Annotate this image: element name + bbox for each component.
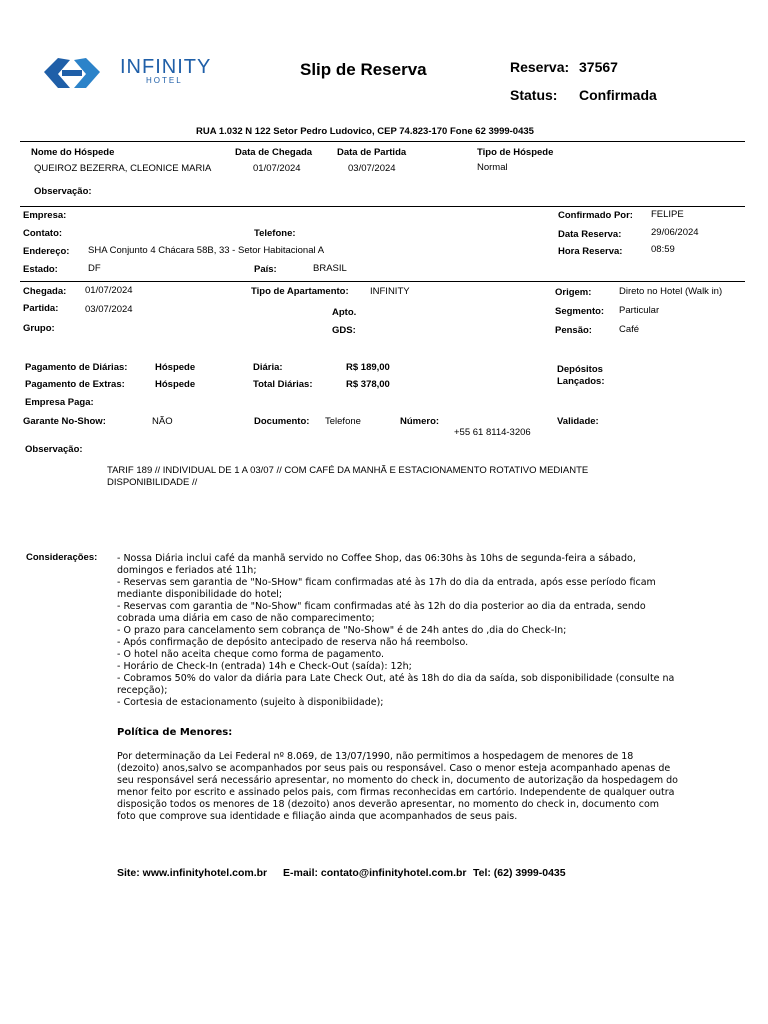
observacao-label: Observação: [25,444,83,455]
consideracao-line: recepção); [117,685,168,696]
total-diarias-label: Total Diárias: [253,379,313,390]
departure-date-label: Data de Partida [337,147,407,158]
pais-label: País: [254,264,277,275]
origem-value: Direto no Hotel (Walk in) [619,286,723,297]
consideracoes-list [117,553,742,709]
documento-value: Telefone [325,416,361,427]
status-value: Confirmada [579,87,657,103]
observacao-line: DISPONIBILIDADE // [107,477,198,488]
apto-label: Apto. [332,307,357,318]
divider [20,281,745,282]
telefone-label: Telefone: [254,228,296,239]
hotel-address: RUA 1.032 N 122 Setor Pedro Ludovico, CEP 74.823-170 Fone 62 3999-0435 [196,126,534,137]
endereco-value: SHA Conjunto 4 Chácara 58B, 33 - Setor Habitacional A [88,245,325,256]
consideracao-line: - Após confirmação de depósito antecipado de reserva não há reembolso. [117,637,469,648]
depositos-label: Depósitos [557,364,603,375]
guest-name-label: Nome do Hóspede [31,147,115,158]
consideracao-line: cobrada uma diária em caso de não comparecimento; [117,613,375,624]
infinity-logo-icon [36,52,112,94]
page-title: Slip de Reserva [300,60,427,79]
garante-no-show-value: NÃO [152,416,173,427]
consideracao-line: - Cobramos 50% do valor da diária para Late Check Out, até às 18h do dia da saída, sob disponibilidade (consulte na [117,673,675,684]
estado-label: Estado: [23,264,58,275]
consideracao-line: domingos e feriados até 11h; [117,565,257,576]
logo-subtext: HOTEL [146,76,183,85]
pagamento-extras-label: Pagamento de Extras: [25,379,125,390]
grupo-label: Grupo: [23,323,55,334]
guest-type-value: Normal [477,162,508,173]
consideracao-line: - Cortesia de estacionamento (sujeito à disponibiidade); [117,697,384,708]
gds-label: GDS: [332,325,356,336]
contato-label: Contato: [23,228,63,239]
empresa-label: Empresa: [23,210,67,221]
confirmado-por-value: FELIPE [651,209,684,220]
pagamento-diarias-value: Hóspede [155,362,196,373]
politica-line: Por determinação da Lei Federal nº 8.069, de 13/07/1990, não permitimos a hospedagem de menores de 18 [117,751,634,762]
empresa-paga-label: Empresa Paga: [25,397,94,408]
guest-observation-label: Observação: [34,186,92,197]
guest-name-value: QUEIROZ BEZERRA, CLEONICE MARIA [34,163,212,174]
tipo-apartamento-value: INFINITY [370,286,410,297]
estado-value: DF [88,263,101,274]
hora-reserva-label: Hora Reserva: [558,246,623,257]
tipo-apartamento-label: Tipo de Apartamento: [251,286,349,297]
confirmado-por-label: Confirmado Por: [558,210,633,221]
politica-line: menor feito por escrito e assinado pelos pais, com firmas reconhecidas em cartório. Independente de qualquer outra [117,787,675,798]
footer-site: Site: www.infinityhotel.com.br [117,867,268,879]
consideracao-line: - O hotel não aceita cheque como forma de pagamento. [117,649,385,660]
divider [20,141,745,142]
garante-no-show-label: Garante No-Show: [23,416,106,427]
validade-label: Validade: [557,416,599,427]
arrival-date-value: 01/07/2024 [253,163,301,174]
footer-tel: Tel: (62) 3999-0435 [473,867,566,879]
endereco-label: Endereço: [23,246,70,257]
observacao-line: TARIF 189 // INDIVIDUAL DE 1 A 03/07 // COM CAFÉ DA MANHÃ E ESTACIONAMENTO ROTATIVO MEDIANTE [107,465,589,476]
data-reserva-label: Data Reserva: [558,229,622,240]
numero-label: Número: [400,416,440,427]
guest-type-label: Tipo de Hóspede [477,147,554,158]
documento-label: Documento: [254,416,310,427]
reserva-number: 37567 [579,59,618,75]
consideracao-line: - Reservas com garantia de "No-Show" ficam confirmadas até às 12h do dia posterior ao dia da entrada, sendo [117,601,646,612]
partida-value: 03/07/2024 [85,304,133,315]
departure-date-value: 03/07/2024 [348,163,396,174]
politica-line: seu responsável será necessário apresentar, no momento do check in, documento de autorização da hospedagem do [117,775,678,786]
segmento-value: Particular [619,305,660,316]
data-reserva-value: 29/06/2024 [651,227,699,238]
consideracoes-label: Considerações: [26,552,98,563]
origem-label: Origem: [555,287,592,298]
consideracao-line: - Horário de Check-In (entrada) 14h e Check-Out (saída): 12h; [117,661,412,672]
pensao-value: Café [619,324,640,335]
numero-value: +55 61 8114-3206 [454,427,531,438]
footer-email: E-mail: contato@infinityhotel.com.br [283,867,467,879]
hora-reserva-value: 08:59 [651,244,675,255]
politica-line: (dezoito) anos,salvo se acompanhados por seus pais ou responsável. Caso o menor esteja acompanhado apenas de [117,763,671,774]
pensao-label: Pensão: [555,325,592,336]
consideracao-line: - O prazo para cancelamento sem cobrança de "No-Show" é de 24h antes do ,dia do Check-In; [117,625,567,636]
diaria-label: Diária: [253,362,283,373]
chegada-value: 01/07/2024 [85,285,133,296]
partida-label: Partida: [23,303,59,314]
consideracao-line: - Reservas sem garantia de "No-SHow" ficam confirmadas até às 17h do dia da entrada, após esse período ficam [117,577,656,588]
hotel-logo [36,52,216,96]
politica-title: Política de Menores: [117,727,233,738]
pais-value: BRASIL [313,263,347,274]
chegada-label: Chegada: [23,286,67,297]
politica-line: foto que comprove sua identidade e filiação ainda que acompanhados de seus pais. [117,811,518,822]
politica-line: disposição todos os menores de 18 (dezoito) anos deverão apresentar, no momento do check in, documento com [117,799,660,810]
lancados-label: Lançados: [557,376,605,387]
consideracao-line: - Nossa Diária inclui café da manhã servido no Coffee Shop, das 06:30hs às 10hs de segunda-feira a sábado, [117,553,636,564]
pagamento-extras-value: Hóspede [155,379,196,390]
reserva-label: Reserva: [510,59,570,75]
status-label: Status: [510,87,558,103]
diaria-value: R$ 189,00 [346,362,390,373]
pagamento-diarias-label: Pagamento de Diárias: [25,362,128,373]
segmento-label: Segmento: [555,306,605,317]
total-diarias-value: R$ 378,00 [346,379,390,390]
arrival-date-label: Data de Chegada [235,147,313,158]
divider [20,206,745,207]
politica-text [117,751,742,823]
consideracao-line: mediante disponibilidade do hotel; [117,589,283,600]
logo-text: INFINITY [120,56,212,78]
